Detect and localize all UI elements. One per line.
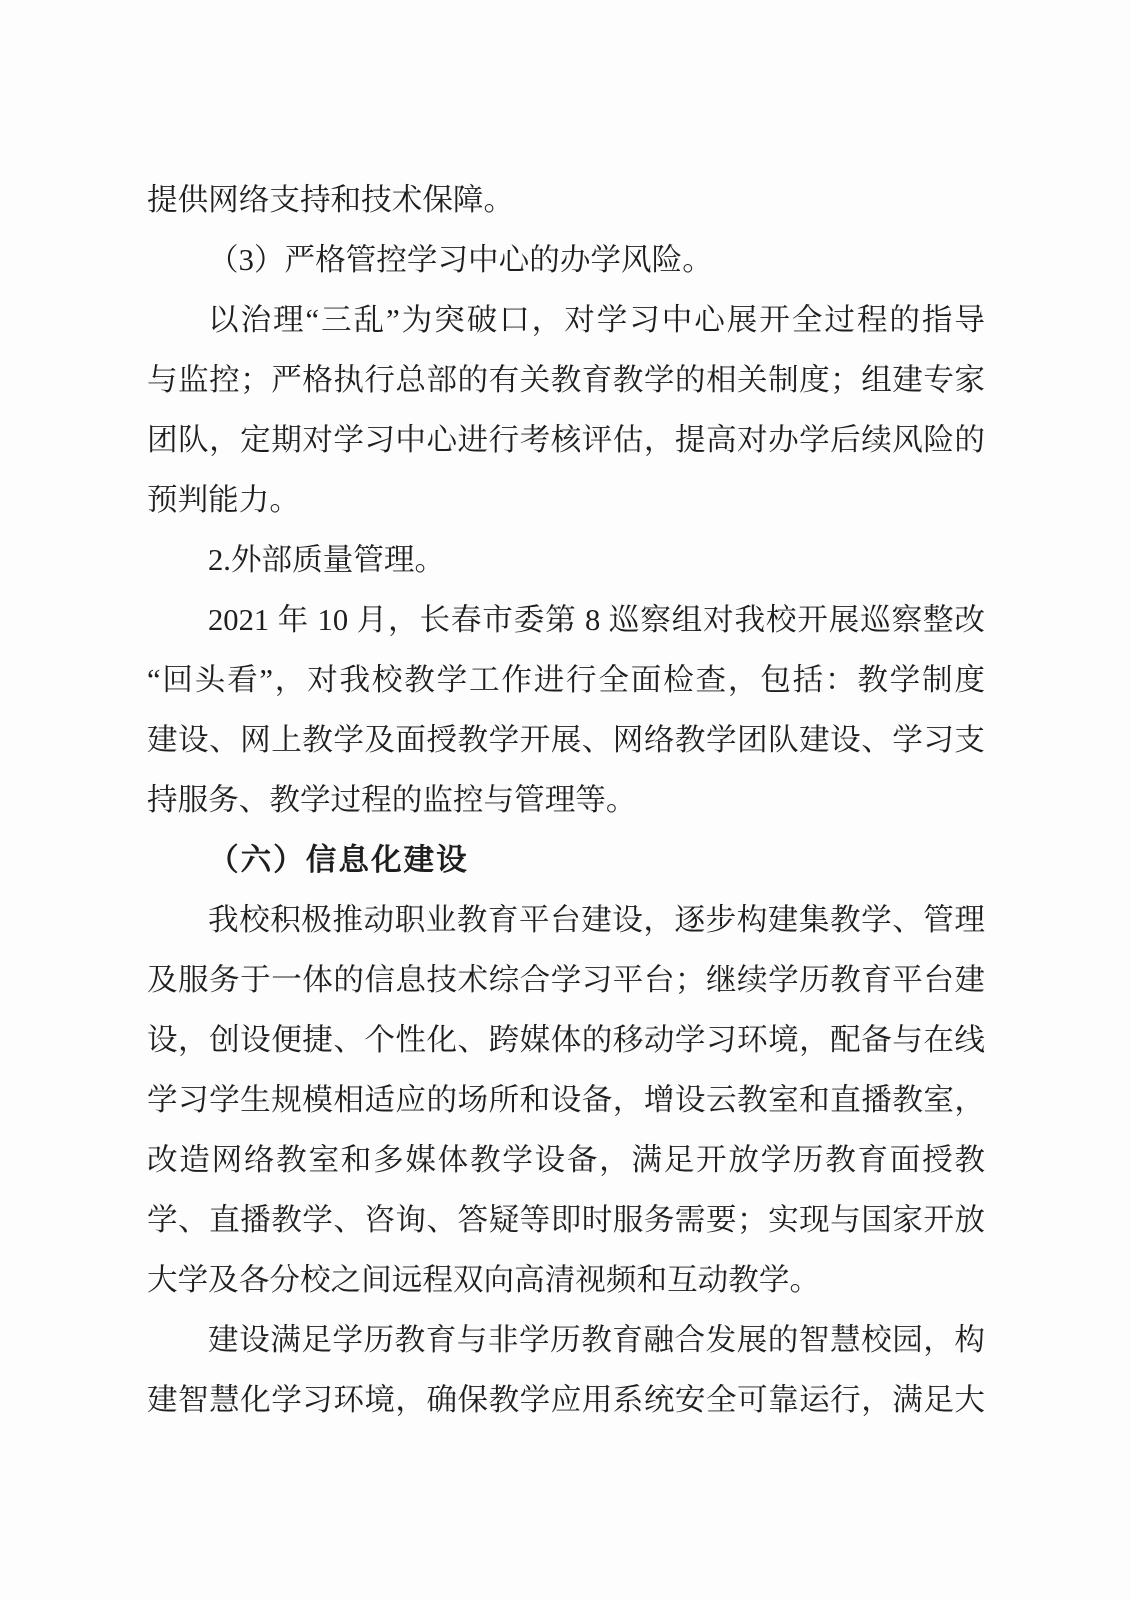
text-line: 持服务、教学过程的监控与管理等。	[147, 783, 637, 817]
text-line: 建智慧化学习环境，确保教学应用系统安全可靠运行，满足大	[147, 1383, 985, 1417]
text-line: 大学及各分校之间远程双向高清视频和互动教学。	[147, 1263, 821, 1297]
text-line: 团队，定期对学习中心进行考核评估，提高对办学后续风险的	[147, 423, 985, 457]
text-line: 与监控；严格执行总部的有关教育教学的相关制度；组建专家	[147, 363, 985, 397]
text-line: 设，创设便捷、个性化、跨媒体的移动学习环境，配备与在线	[147, 1023, 985, 1057]
text-line: 学、直播教学、咨询、答疑等即时服务需要；实现与国家开放	[147, 1203, 985, 1237]
text-line: 学习学生规模相适应的场所和设备，增设云教室和直播教室，	[147, 1083, 985, 1117]
text-line: 及服务于一体的信息技术综合学习平台；继续学历教育平台建	[147, 963, 985, 997]
text-line: 预判能力。	[147, 483, 300, 517]
subsection-title: 2.外部质量管理。	[208, 543, 446, 577]
text-line: 建设、网上教学及面授教学开展、网络教学团队建设、学习支	[147, 723, 985, 757]
document-body	[147, 170, 985, 1430]
text-line: 我校积极推动职业教育平台建设，逐步构建集教学、管理	[208, 903, 985, 937]
text-line: 改造网络教室和多媒体教学设备，满足开放学历教育面授教	[147, 1143, 985, 1177]
text-line: 提供网络支持和技术保障。	[147, 183, 515, 217]
text-line: 建设满足学历教育与非学历教育融合发展的智慧校园，构	[208, 1323, 985, 1357]
text-line: 以治理“三乱”为突破口，对学习中心展开全过程的指导	[208, 303, 985, 337]
text-line: 2021 年 10 月，长春市委第 8 巡察组对我校开展巡察整改	[208, 603, 985, 637]
section-heading: （六）信息化建设	[208, 843, 469, 877]
text-line: “回头看”，对我校教学工作进行全面检查，包括：教学制度	[147, 663, 985, 697]
text-line: （3）严格管控学习中心的办学风险。	[208, 243, 713, 277]
